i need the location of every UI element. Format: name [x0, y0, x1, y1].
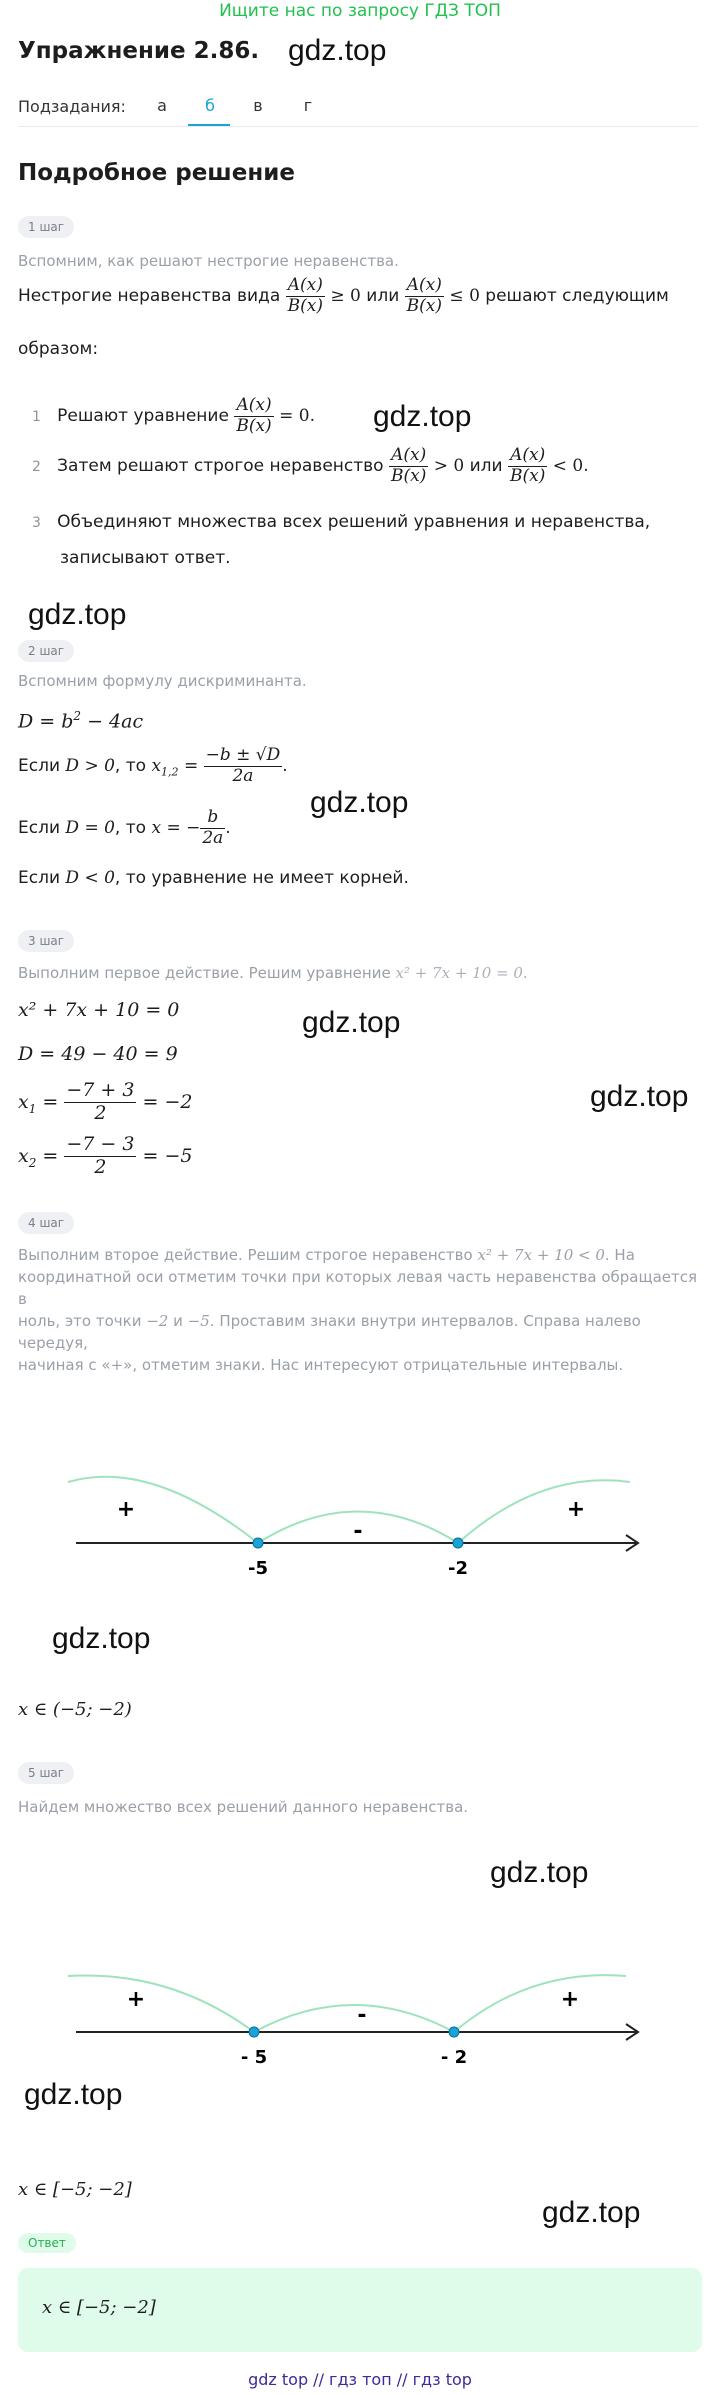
tab-a[interactable]: а [157, 96, 167, 115]
list-item-3: 3 Объединяют множества всех решений уравнения и неравенства, [32, 512, 651, 532]
sign-middle: - [353, 1519, 363, 1544]
tab-g[interactable]: г [303, 96, 313, 115]
step-1-hint: Вспомним, как решают нестрогие неравенства. [18, 252, 399, 270]
point-label-minus-2: - 2 [440, 2047, 468, 2068]
equation-line: x² + 7x + 10 = 0 [18, 999, 180, 1021]
number-line-nonstrict [60, 1940, 660, 2070]
step-5-hint: Найдем множество всех решений данного неравенства. [18, 1798, 469, 1816]
exercise-title: Упражнение 2.86. [18, 38, 260, 64]
case-zero: Если D = 0, то x = − $\frac{b}{2a}$ . [18, 807, 231, 848]
or-text: или [366, 286, 400, 307]
step-1-paragraph: Нестрогие неравенства вида $\frac{A(x)}{B(x)}$ ≥ 0 или $\frac{A(x)}{B(x)}$ ≤ 0 решают следующим [18, 275, 669, 316]
step-2-badge: 2 шаг [18, 640, 74, 662]
discriminant-formula: $D = b^2 - 4ac$ [18, 709, 144, 733]
sign-right: + [566, 1497, 586, 1522]
discriminant-value: D = 49 − 40 = 9 [18, 1043, 178, 1065]
list-item-1: 1 Решают уравнение $\frac{A(x)}{B(x)}$ = 0. [32, 395, 315, 436]
watermark: gdz.top [28, 598, 127, 631]
root-x1: $x_1$ = $\frac{-7 + 3}{2}$ = −2 [18, 1079, 193, 1124]
footer-links[interactable]: gdz top // гдз топ // гдз top [248, 2370, 472, 2389]
answer-badge: Ответ [18, 2233, 76, 2253]
step-4-answer: x ∈ (−5; −2) [18, 1699, 132, 1720]
watermark: gdz.top [490, 1856, 589, 1889]
number-line-strict [60, 1460, 660, 1590]
active-tab-indicator [188, 124, 230, 126]
section-title: Подробное решение [18, 160, 295, 186]
p1-text-b: решают следующим [485, 286, 669, 307]
step-4-hint: Выполним второе действие. Решим строгое неравенство x² + 7x + 10 < 0. На координатной оси отметим точки при которых левая часть неравенства обращается в ноль, это точки −2 и −5. Проставим знаки внутри интервалов. Справа налево чередуя, начиная с «+», отметим знаки. Нас интересуют отрицательные интервалы. [18, 1246, 698, 1374]
watermark: gdz.top [302, 1006, 401, 1039]
case-negative: Если D < 0, то уравнение не имеет корней. [18, 868, 409, 888]
tab-v[interactable]: в [253, 96, 263, 115]
watermark: gdz.top [288, 34, 387, 67]
sign-right: + [560, 1987, 580, 2012]
sign-left: + [126, 1987, 146, 2012]
fraction-a-over-b: $\frac{A(x)}{B(x)}$ [287, 275, 323, 316]
step-1-badge: 1 шаг [18, 216, 74, 238]
subtasks-label: Подзадания: [18, 97, 126, 116]
point-label-minus-5: -5 [248, 1558, 268, 1579]
step-4-badge: 4 шаг [18, 1212, 74, 1234]
sign-middle: - [357, 2003, 367, 2028]
case-positive: Если D > 0, то $x_{1,2}$ = $\frac{-b \pm √D}{2a}$ . [18, 745, 288, 786]
step-5-answer: x ∈ [−5; −2] [18, 2179, 132, 2200]
answer-value: x ∈ [−5; −2] [42, 2297, 156, 2318]
step-2-hint: Вспомним формулу дискриминанта. [18, 672, 307, 690]
watermark: gdz.top [310, 786, 409, 819]
step-3-badge: 3 шаг [18, 930, 74, 952]
watermark: gdz.top [24, 2078, 123, 2111]
step-5-badge: 5 шаг [18, 1762, 74, 1784]
fraction-a-over-b-2: $\frac{A(x)}{B(x)}$ [406, 275, 443, 316]
point-label-minus-5: - 5 [240, 2047, 268, 2068]
p1-text: Нестрогие неравенства вида [18, 286, 281, 307]
p1-text-c: образом: [18, 339, 99, 359]
point-label-minus-2: -2 [448, 1558, 468, 1579]
step-3-hint: Выполним первое действие. Решим уравнение x² + 7x + 10 = 0. [18, 964, 528, 982]
watermark: gdz.top [52, 1622, 151, 1655]
watermark: gdz.top [590, 1080, 689, 1113]
watermark: gdz.top [542, 2196, 641, 2229]
tabs-divider [18, 126, 698, 127]
sign-left: + [116, 1497, 136, 1522]
tab-b[interactable]: б [205, 96, 215, 115]
top-banner[interactable]: Ищите нас по запросу ГДЗ ТОП [219, 1, 501, 21]
watermark: gdz.top [373, 400, 472, 433]
root-x2: $x_2$ = $\frac{-7 - 3}{2}$ = −5 [18, 1133, 193, 1178]
list-item-2: 2 Затем решают строгое неравенство $\frac{A(x)}{B(x)}$ > 0 или $\frac{A(x)}{B(x)}$ < 0. [32, 445, 589, 486]
list-item-3-cont: записывают ответ. [60, 548, 231, 568]
